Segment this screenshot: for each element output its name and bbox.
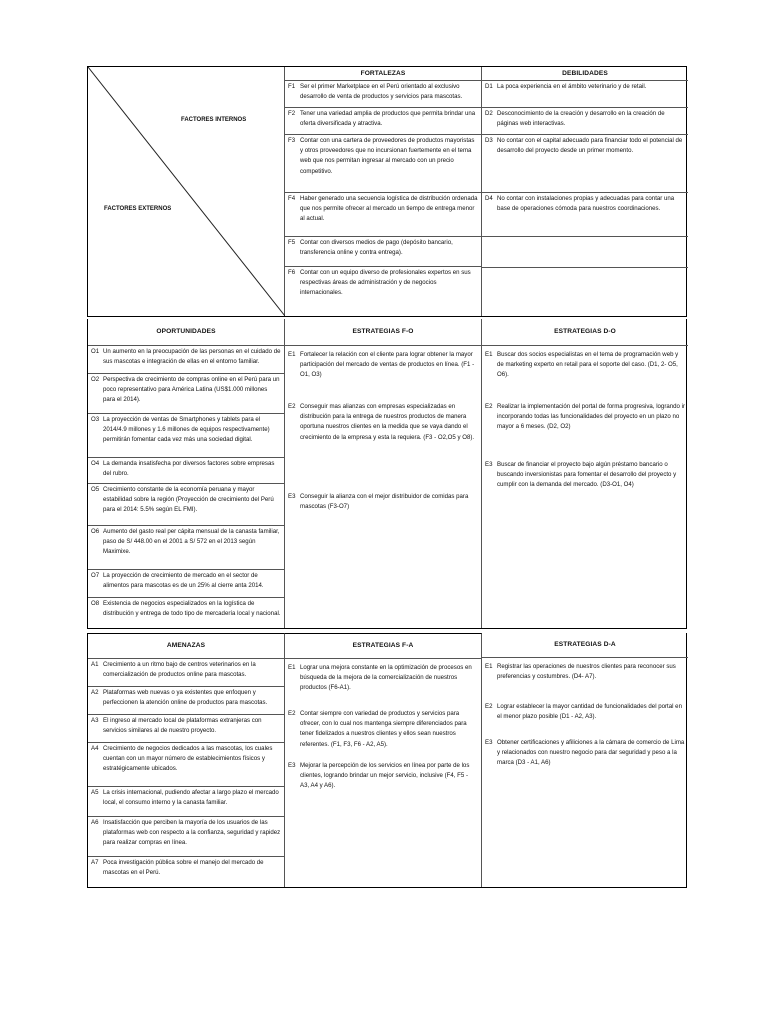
weakness-item: D3 No contar con el capital adecuado para financiar todo el potencial de desarrollo del proyecto desde un primer momento. xyxy=(482,135,688,193)
fa-strategies xyxy=(285,659,481,805)
fa-strategy-item: E2 Contar siempre con variedad de productos y servicios para ofrecer, con lo cual nos mantenga siempre diferenciados para tener fidelizados a nuestros clientes y ellos sean nuestros referentes. (F1, F3, F6 - A2, A5). xyxy=(288,710,467,748)
threats-header: AMENAZAS xyxy=(88,634,284,659)
do-strategies xyxy=(482,346,688,514)
da-strategies-column xyxy=(482,633,688,887)
da-strategies xyxy=(482,658,688,790)
opportunity-item: O7 La proyección de crecimiento de mercado en el sector de alimentos para mascotas es de un 25% al cierre anta 2014. xyxy=(88,570,284,598)
opportunity-item: O8 Existencia de negocios especializados en la logística de distribución y entrega de todo tipo de mercadería local y nacional. xyxy=(91,600,281,618)
opportunity-item: O3 La proyección de ventas de Smartphones y tablets para el 2014/4.9 millones y 1.6 millones de equipos respectivamente) permitirán fomentar cada vez más una sociedad digital. xyxy=(88,414,284,458)
opportunities-column xyxy=(88,319,285,628)
opportunity-item: O6 Aumento del gasto real per cápita mensual de la canasta familiar, paso de S/ 448.00 en el 2001 a S/ 572 en el 2013 según Maximixe. xyxy=(88,526,284,570)
strength-item: F4 Haber generado una secuencia logística de distribución ordenada que nos permite ofrecer al mercado un tiempo de entrega menor al actual. xyxy=(285,193,481,237)
opportunity-item: O5 Crecimiento constante de la economía peruana y mayor estabilidad sobre la región (Proyección de crecimiento del Perú para el 2014: 5.5% según EL FMI). xyxy=(88,484,284,526)
threat-item: A3 El ingreso al mercado local de plataformas extranjeras con servicios similares al de nuestro proyecto. xyxy=(88,715,284,743)
fa-strategies-column xyxy=(285,633,482,887)
da-strategy-item: E2 Lograr establecer la mayor cantidad de funcionalidades del portal en el menor plazo posible (D1 - A2, A3). xyxy=(485,703,682,721)
opportunity-item: O2 Perspectiva de crecimiento de compras online en el Perú para un poco representativo para América Latina (US$1.000 millones para el 2014). xyxy=(88,374,284,414)
strength-item: F5 Contar con diversos medios de pago (depósito bancario, transferencia online y contra entrega). xyxy=(285,237,481,267)
diagonal-header-cell xyxy=(88,67,285,316)
fa-strategy-item: E3 Mejorar la percepción de los servicios en línea por parte de los clientes, logrando brindar un mejor servicio, inclusive (F4, F5 - A3, A4 y A6). xyxy=(288,762,470,790)
do-strategies-column xyxy=(482,319,688,628)
threat-item: A1 Crecimiento a un ritmo bajo de centros veterinarios en la comercialización de productos online para mascotas. xyxy=(88,659,284,687)
weakness-item: D1 La poca experiencia en el ámbito veterinario y de retail. xyxy=(482,81,688,108)
da-strategy-item: E1 Registrar las operaciones de nuestros clientes para reconocer sus preferencias y costumbres. (D4- A7). xyxy=(485,663,676,681)
strength-item: F3 Contar con una cartera de proveedores de productos mayoristas y otros proveedores que no incursionan fuertemente en el tema web que nos permitan ingresar al mercado con un precio competitivo. xyxy=(285,135,481,193)
strength-item: F2 Tener una variedad amplia de productos que permita brindar una oferta diversificada y atractiva. xyxy=(285,108,481,135)
weakness-empty-cell xyxy=(482,268,688,316)
weakness-empty-cell xyxy=(482,237,688,268)
da-strategy-item: E3 Obtener certificaciones y afiliciones a la cámara de comercio de Lima y relacionados con nuestro negocio para dar seguridad y peso a la marca (D3 - A1, A6) xyxy=(485,739,685,767)
weakness-item: D4 No contar con instalaciones propias y adecuadas para contar una base de operaciones cómoda para nuestros coordinaciones. xyxy=(482,193,688,237)
da-header: ESTRATEGIAS D-A xyxy=(482,633,688,658)
diagonal-line xyxy=(88,67,285,316)
weaknesses-header: DEBILIDADES xyxy=(482,67,688,81)
fo-strategies xyxy=(285,346,481,536)
fa-strategy-item: E1 Lograr una mejora constante en la optimización de procesos en búsqueda de la mejora de la comercialización de nuestros productos (F6-A1). xyxy=(288,664,472,692)
threat-item: A6 Insatisfacción que perciben la mayoría de los usuarios de las plataformas web con respecto a la confianza, seguridad y rapidez para realizar compras en línea. xyxy=(88,817,284,857)
threats-column xyxy=(88,633,285,887)
strength-item: F6 Contar con un equipo diverso de profesionales expertos en sus respectivas áreas de administración y de negocios internacionales. xyxy=(288,269,471,297)
threat-item: A7 Poca investigación pública sobre el manejo del mercado de mascotas en el Perú. xyxy=(91,859,264,877)
external-factors-label: FACTORES EXTERNOS xyxy=(104,206,172,212)
internal-factors-block xyxy=(87,66,687,317)
do-header: ESTRATEGIAS D-O xyxy=(482,319,688,346)
fa-header: ESTRATEGIAS F-A xyxy=(285,634,481,659)
fo-strategy-item: E3 Conseguir la alianza con el mejor distribuidor de comidas para mascotas (F3-O7) xyxy=(288,493,469,511)
foda-matrix xyxy=(87,66,687,888)
fo-strategies-column xyxy=(285,319,482,628)
fo-strategy-item: E1 Fortalecer la relación con el cliente para lograr obtener la mayor participación del mercado de ventas de productos en línea. (F1 - O1, O3) xyxy=(288,351,475,379)
internal-factors-label: FACTORES INTERNOS xyxy=(181,117,247,123)
do-strategy-item: E3 Buscar de financiar el proyecto bajo algún préstamo bancario o buscando inversionistas para fomentar el desarrollo del proyecto y cumplir con la demanda del mercado. (D3-O1, O4) xyxy=(485,461,677,489)
fo-header: ESTRATEGIAS F-O xyxy=(285,319,481,346)
fo-strategy-item: E2 Conseguir mas alianzas con empresas especializadas en distribución para la entrega de nuestros productos de manera oportuna nuestros clientes en la medida que se vaya dando el crecimiento de la empresa y esta la requiera. (F3 - O2,O5 y O8). xyxy=(288,403,475,441)
strengths-column xyxy=(285,67,482,316)
do-strategy-item: E2 Realizar la implementación del portal de forma progresiva, logrando ir incorporando todas las funcionalidades del proyecto en un plazo no mayor a 6 meses. (D2, O2) xyxy=(485,403,685,431)
opportunities-header: OPORTUNIDADES xyxy=(88,319,284,346)
threat-item: A4 Crecimiento de negocios dedicados a las mascotas, los cuales cuentan con un mayor número de establecimientos físicos y estratégicamente ubicados. xyxy=(88,743,284,787)
opportunity-item: O4 La demanda insatisfecha por diversos factores sobre empresas del rubro. xyxy=(88,458,284,484)
threats-block xyxy=(87,633,687,888)
threat-item: A5 La crisis internacional, pudiendo afectar a largo plazo el mercado local, el consumo interno y la canasta familiar. xyxy=(88,787,284,817)
opportunity-item: O1 Un aumento en la preocupación de las personas en el cuidado de sus mascotas e integración de ellas en el entorno familiar. xyxy=(88,346,284,374)
do-strategy-item: E1 Buscar dos socios especialistas en el tema de programación web y de marketing experto en retail para el soporte del caso. (D1, 2- O5, O6). xyxy=(485,351,679,379)
threat-item: A2 Plataformas web nuevas o ya existentes que enfoquen y perfeccionen la atención online de productos para mascotas. xyxy=(88,687,284,715)
strength-item: F1 Ser el primer Marketplace en el Perú orientado al exclusivo desarrollo de venta de productos y servicios para mascotas. xyxy=(285,81,481,108)
weaknesses-column xyxy=(482,67,688,316)
weakness-item: D2 Desconocimiento de la creación y desarrollo en la creación de páginas web interactivas. xyxy=(482,108,688,135)
opportunities-block xyxy=(87,319,687,629)
strengths-header: FORTALEZAS xyxy=(285,67,481,81)
